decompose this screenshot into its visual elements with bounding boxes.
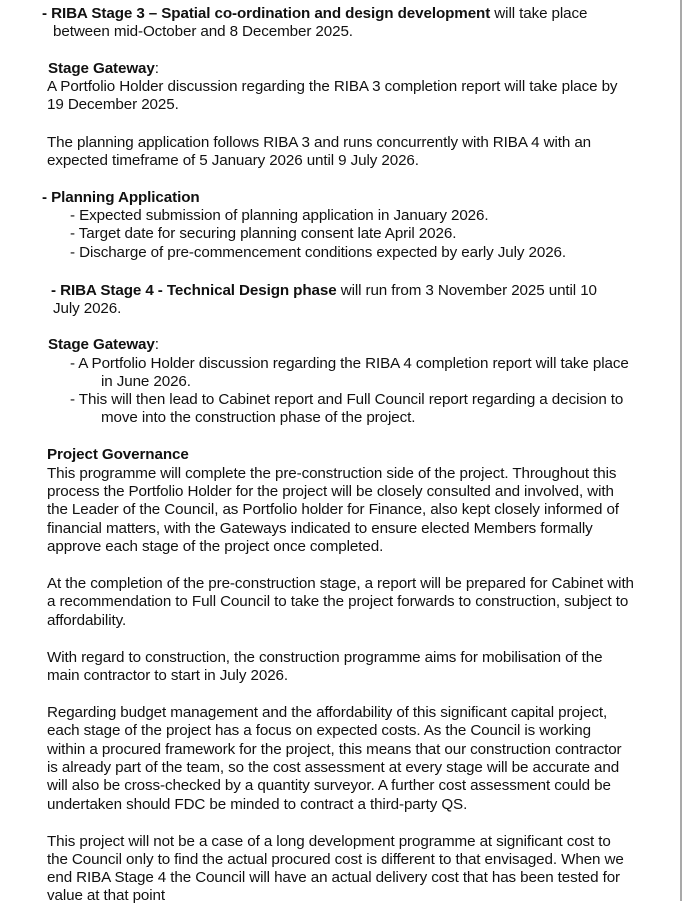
planning-item: - Target date for securing planning consent late April 2026. [70, 225, 457, 242]
governance-para5-line: the Council only to find the actual procured cost is different to that envisaged. When we [47, 851, 624, 868]
governance-para1-line: approve each stage of the project once completed. [47, 538, 384, 555]
governance-para3-line: main contractor to start in July 2026. [47, 667, 289, 684]
gateway4-heading-line [48, 336, 159, 354]
planning-intro-line1: The planning application follows RIBA 3 and runs concurrently with RIBA 4 with an [47, 134, 592, 151]
gateway4-item-line1: - This will then lead to Cabinet report and Full Council report regarding a decision to [70, 391, 624, 408]
governance-para2-line: affordability. [47, 612, 127, 629]
riba3-line1 [42, 5, 587, 23]
governance-para5-line: This project will not be a case of a long development programme at significant cost to [47, 833, 611, 850]
gateway3-heading: Stage Gateway [48, 60, 155, 77]
riba3-rest: will take place [490, 5, 588, 22]
riba4-line2: July 2026. [53, 300, 122, 317]
governance-para4-line: is already part of the team, so the cost assessment at every stage will be accurate and [47, 759, 620, 776]
governance-para5-line: end RIBA Stage 4 the Council will have an actual delivery cost that has been tested for [47, 869, 620, 886]
governance-para4-line: will also be cross-checked by a quantity surveyor. A further cost assessment could be [47, 777, 611, 794]
riba3-title: RIBA Stage 3 – Spatial co-ordination and design development [51, 5, 491, 22]
governance-para1-line: process the Portfolio Holder for the project will be closely consulted and involved, with [47, 483, 614, 500]
governance-para5-line: value at that point [47, 887, 165, 904]
governance-para1-line: financial matters, with the Gateways indicated to ensure elected Members formally [47, 520, 593, 537]
gateway3-line2: 19 December 2025. [47, 96, 179, 113]
governance-para3-line: With regard to construction, the construction programme aims for mobilisation of the [47, 649, 603, 666]
governance-para4-line: Regarding budget management and the affordability of this significant capital project, [47, 704, 608, 721]
planning-application-heading: - Planning Application [42, 189, 200, 206]
governance-para1-line: This programme will complete the pre-construction side of the project. Throughout this [47, 465, 617, 482]
gateway3-heading-line [48, 60, 159, 78]
gateway4-item-line2: in June 2026. [101, 373, 191, 390]
planning-item: - Discharge of pre-commencement conditions expected by early July 2026. [70, 244, 567, 261]
gateway4-colon: : [154, 336, 159, 353]
gateway4-heading: Stage Gateway [48, 336, 155, 353]
planning-item: - Expected submission of planning application in January 2026. [70, 207, 489, 224]
governance-para4-line: undertaken should FDC be minded to contract a third-party QS. [47, 796, 468, 813]
gateway4-item-line2: move into the construction phase of the project. [101, 409, 416, 426]
planning-intro-line2: expected timeframe of 5 January 2026 until 9 July 2026. [47, 152, 419, 169]
governance-heading: Project Governance [47, 446, 189, 463]
page-edge-divider [680, 0, 682, 901]
gateway4-item-line1: - A Portfolio Holder discussion regarding the RIBA 4 completion report will take place [70, 355, 629, 372]
gateway3-line1: A Portfolio Holder discussion regarding the RIBA 3 completion report will take place by [47, 78, 618, 95]
governance-para1-line: the Leader of the Council, as Portfolio holder for Finance, also kept closely informed of [47, 501, 619, 518]
riba4-rest: will run from 3 November 2025 until 10 [336, 282, 597, 299]
governance-para4-line: each stage of the project has a focus on expected costs. As the Council is working [47, 722, 591, 739]
governance-para2-line: a recommendation to Full Council to take the project forwards to construction, subject to [47, 593, 629, 610]
riba3-line2: between mid-October and 8 December 2025. [53, 23, 353, 40]
riba4-line1 [51, 282, 597, 300]
gateway3-colon: : [154, 60, 159, 77]
riba3-bullet: - [42, 5, 52, 22]
governance-para2-line: At the completion of the pre-construction stage, a report will be prepared for Cabinet with [47, 575, 634, 592]
riba4-title: - RIBA Stage 4 - Technical Design phase [51, 282, 337, 299]
governance-para4-line: within a procured framework for the project, this means that our construction contractor [47, 741, 622, 758]
